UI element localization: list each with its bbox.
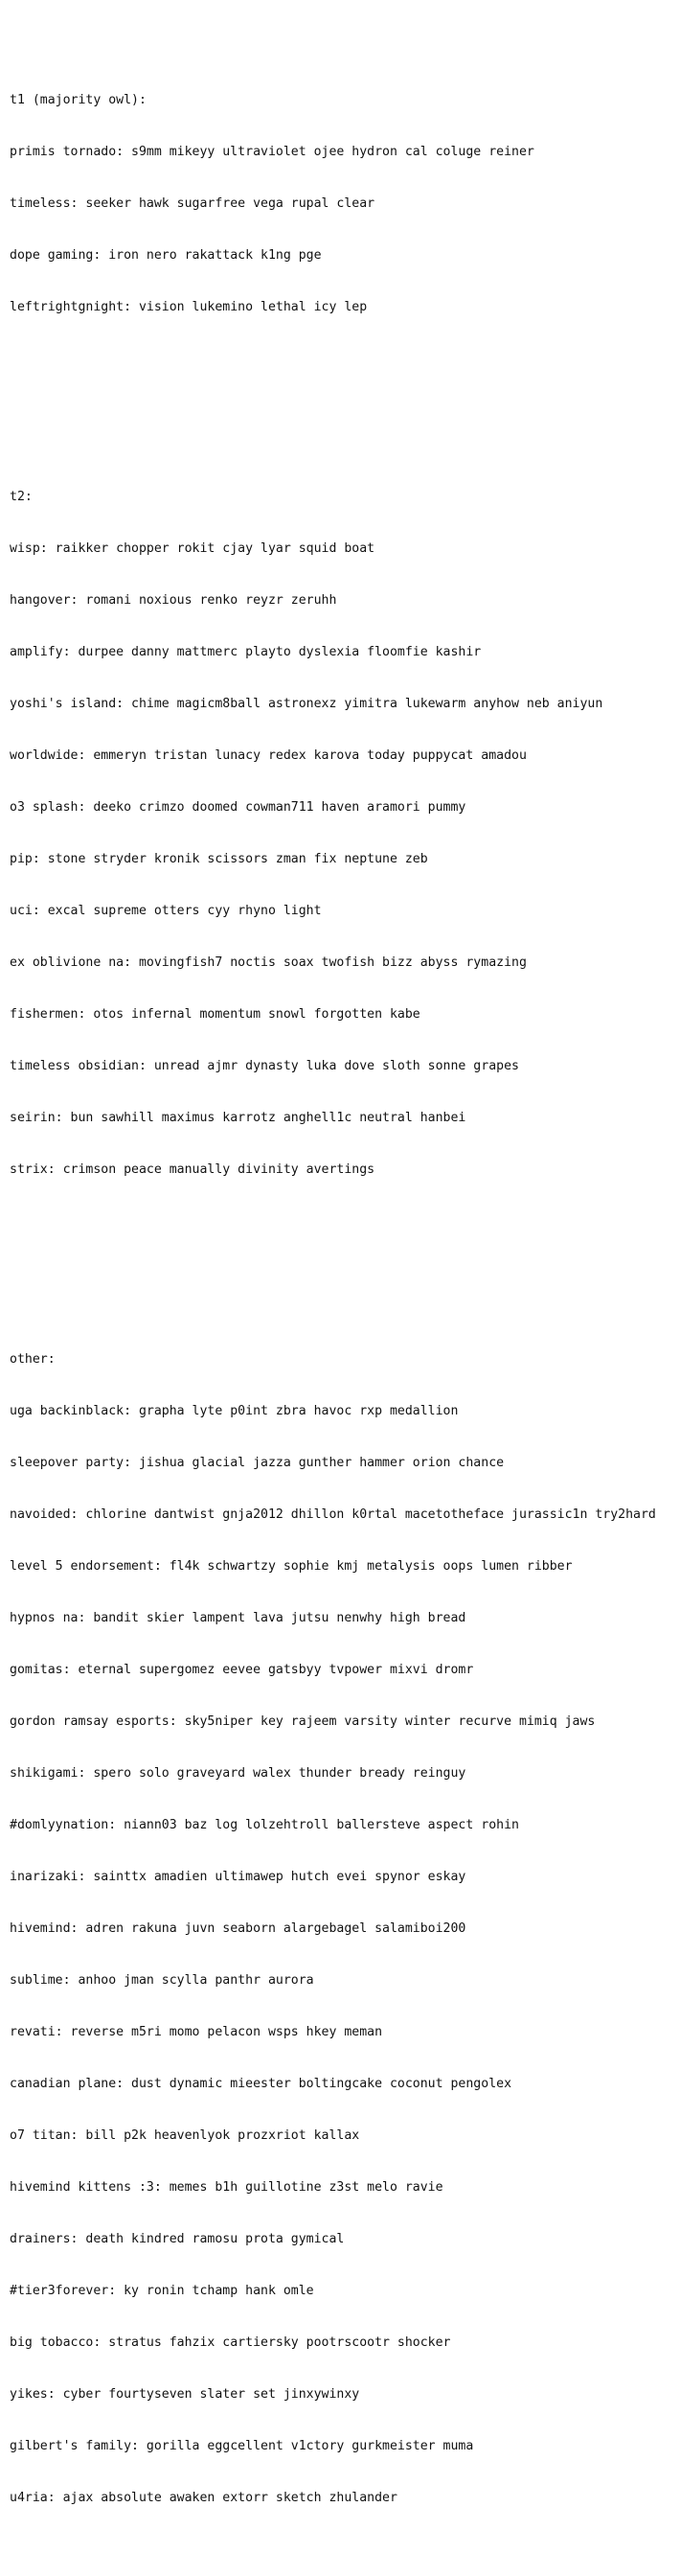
team-line: canadian plane: dust dynamic mieester boltingcake coconut pengolex	[10, 2077, 512, 2091]
team-line: gilbert's family: gorilla eggcellent v1ctory gurkmeister muma	[10, 2439, 474, 2453]
team-line: dope gaming: iron nero rakattack k1ng pge	[10, 248, 322, 263]
team-line: ex oblivione na: movingfish7 noctis soax twofish bizz abyss rymazing	[10, 955, 527, 970]
team-line: timeless: seeker hawk sugarfree vega rupal clear	[10, 196, 375, 211]
team-line: primis tornado: s9mm mikeyy ultraviolet ojee hydron cal coluge reiner	[10, 145, 534, 159]
blank-line	[10, 1248, 678, 1265]
section-t1	[10, 58, 678, 351]
team-line: wisp: raikker chopper rokit cjay lyar squid boat	[10, 541, 375, 556]
team-line: #domlyynation: niann03 baz log lolzehtroll ballersteve aspect rohin	[10, 1818, 519, 1832]
team-line: sublime: anhoo jman scylla panthr aurora	[10, 1973, 314, 1988]
team-line: worldwide: emmeryn tristan lunacy redex karova today puppycat amadou	[10, 748, 527, 763]
team-list-document	[10, 6, 678, 2576]
team-line: revati: reverse m5ri momo pelacon wsps hkey meman	[10, 2025, 383, 2039]
team-line: gordon ramsay esports: sky5niper key rajeem varsity winter recurve mimiq jaws	[10, 1714, 596, 1729]
team-line: fishermen: otos infernal momentum snowl forgotten kabe	[10, 1007, 420, 1022]
team-line: strix: crimson peace manually divinity avertings	[10, 1162, 375, 1177]
team-line: gomitas: eternal supergomez eevee gatsbyy tvpower mixvi dromr	[10, 1663, 474, 1677]
section-t2	[10, 454, 678, 1213]
team-line: uga backinblack: grapha lyte p0int zbra havoc rxp medallion	[10, 1404, 459, 1418]
section-other	[10, 1317, 678, 2542]
team-line: level 5 endorsement: fl4k schwartzy sophie kmj metalysis oops lumen ribber	[10, 1559, 573, 1574]
team-line: big tobacco: stratus fahzix cartiersky pootrscootr shocker	[10, 2335, 451, 2350]
team-line: yoshi's island: chime magicm8ball astronexz yimitra lukewarm anyhow neb aniyun	[10, 697, 603, 711]
team-line: seirin: bun sawhill maximus karrotz anghell1c neutral hanbei	[10, 1111, 466, 1125]
team-line: u4ria: ajax absolute awaken extorr sketch zhulander	[10, 2491, 397, 2505]
team-line: timeless obsidian: unread ajmr dynasty luka dove sloth sonne grapes	[10, 1059, 519, 1073]
team-line: amplify: durpee danny mattmerc playto dyslexia floomfie kashir	[10, 645, 482, 659]
team-line: hivemind: adren rakuna juvn seaborn alargebagel salamiboi200	[10, 1921, 466, 1936]
section-heading: t1 (majority owl):	[10, 93, 147, 107]
blank-line	[10, 385, 678, 402]
section-heading: t2:	[10, 490, 33, 504]
team-line: pip: stone stryder kronik scissors zman fix neptune zeb	[10, 852, 428, 866]
team-line: hivemind kittens :3: memes b1h guillotine z3st melo ravie	[10, 2180, 443, 2195]
team-line: #tier3forever: ky ronin tchamp hank omle	[10, 2284, 314, 2298]
team-line: shikigami: spero solo graveyard walex thunder bready reinguy	[10, 1766, 466, 1781]
team-line: hypnos na: bandit skier lampent lava jutsu nenwhy high bread	[10, 1611, 466, 1625]
team-line: inarizaki: sainttx amadien ultimawep hutch evei spynor eskay	[10, 1870, 466, 1884]
team-line: sleepover party: jishua glacial jazza gunther hammer orion chance	[10, 1456, 505, 1470]
team-line: yikes: cyber fourtyseven slater set jinxywinxy	[10, 2387, 360, 2402]
team-line: uci: excal supreme otters cyy rhyno light	[10, 904, 322, 918]
team-line: leftrightgnight: vision lukemino lethal icy lep	[10, 300, 368, 314]
team-line: navoided: chlorine dantwist gnja2012 dhillon k0rtal macetotheface jurassic1n try2hard	[10, 1507, 656, 1522]
team-line: drainers: death kindred ramosu prota gymical	[10, 2232, 345, 2246]
team-line: hangover: romani noxious renko reyzr zeruhh	[10, 593, 337, 608]
team-line: o7 titan: bill p2k heavenlyok prozxriot kallax	[10, 2128, 360, 2143]
team-line: o3 splash: deeko crimzo doomed cowman711 haven aramori pummy	[10, 800, 466, 815]
section-heading: other:	[10, 1352, 56, 1367]
